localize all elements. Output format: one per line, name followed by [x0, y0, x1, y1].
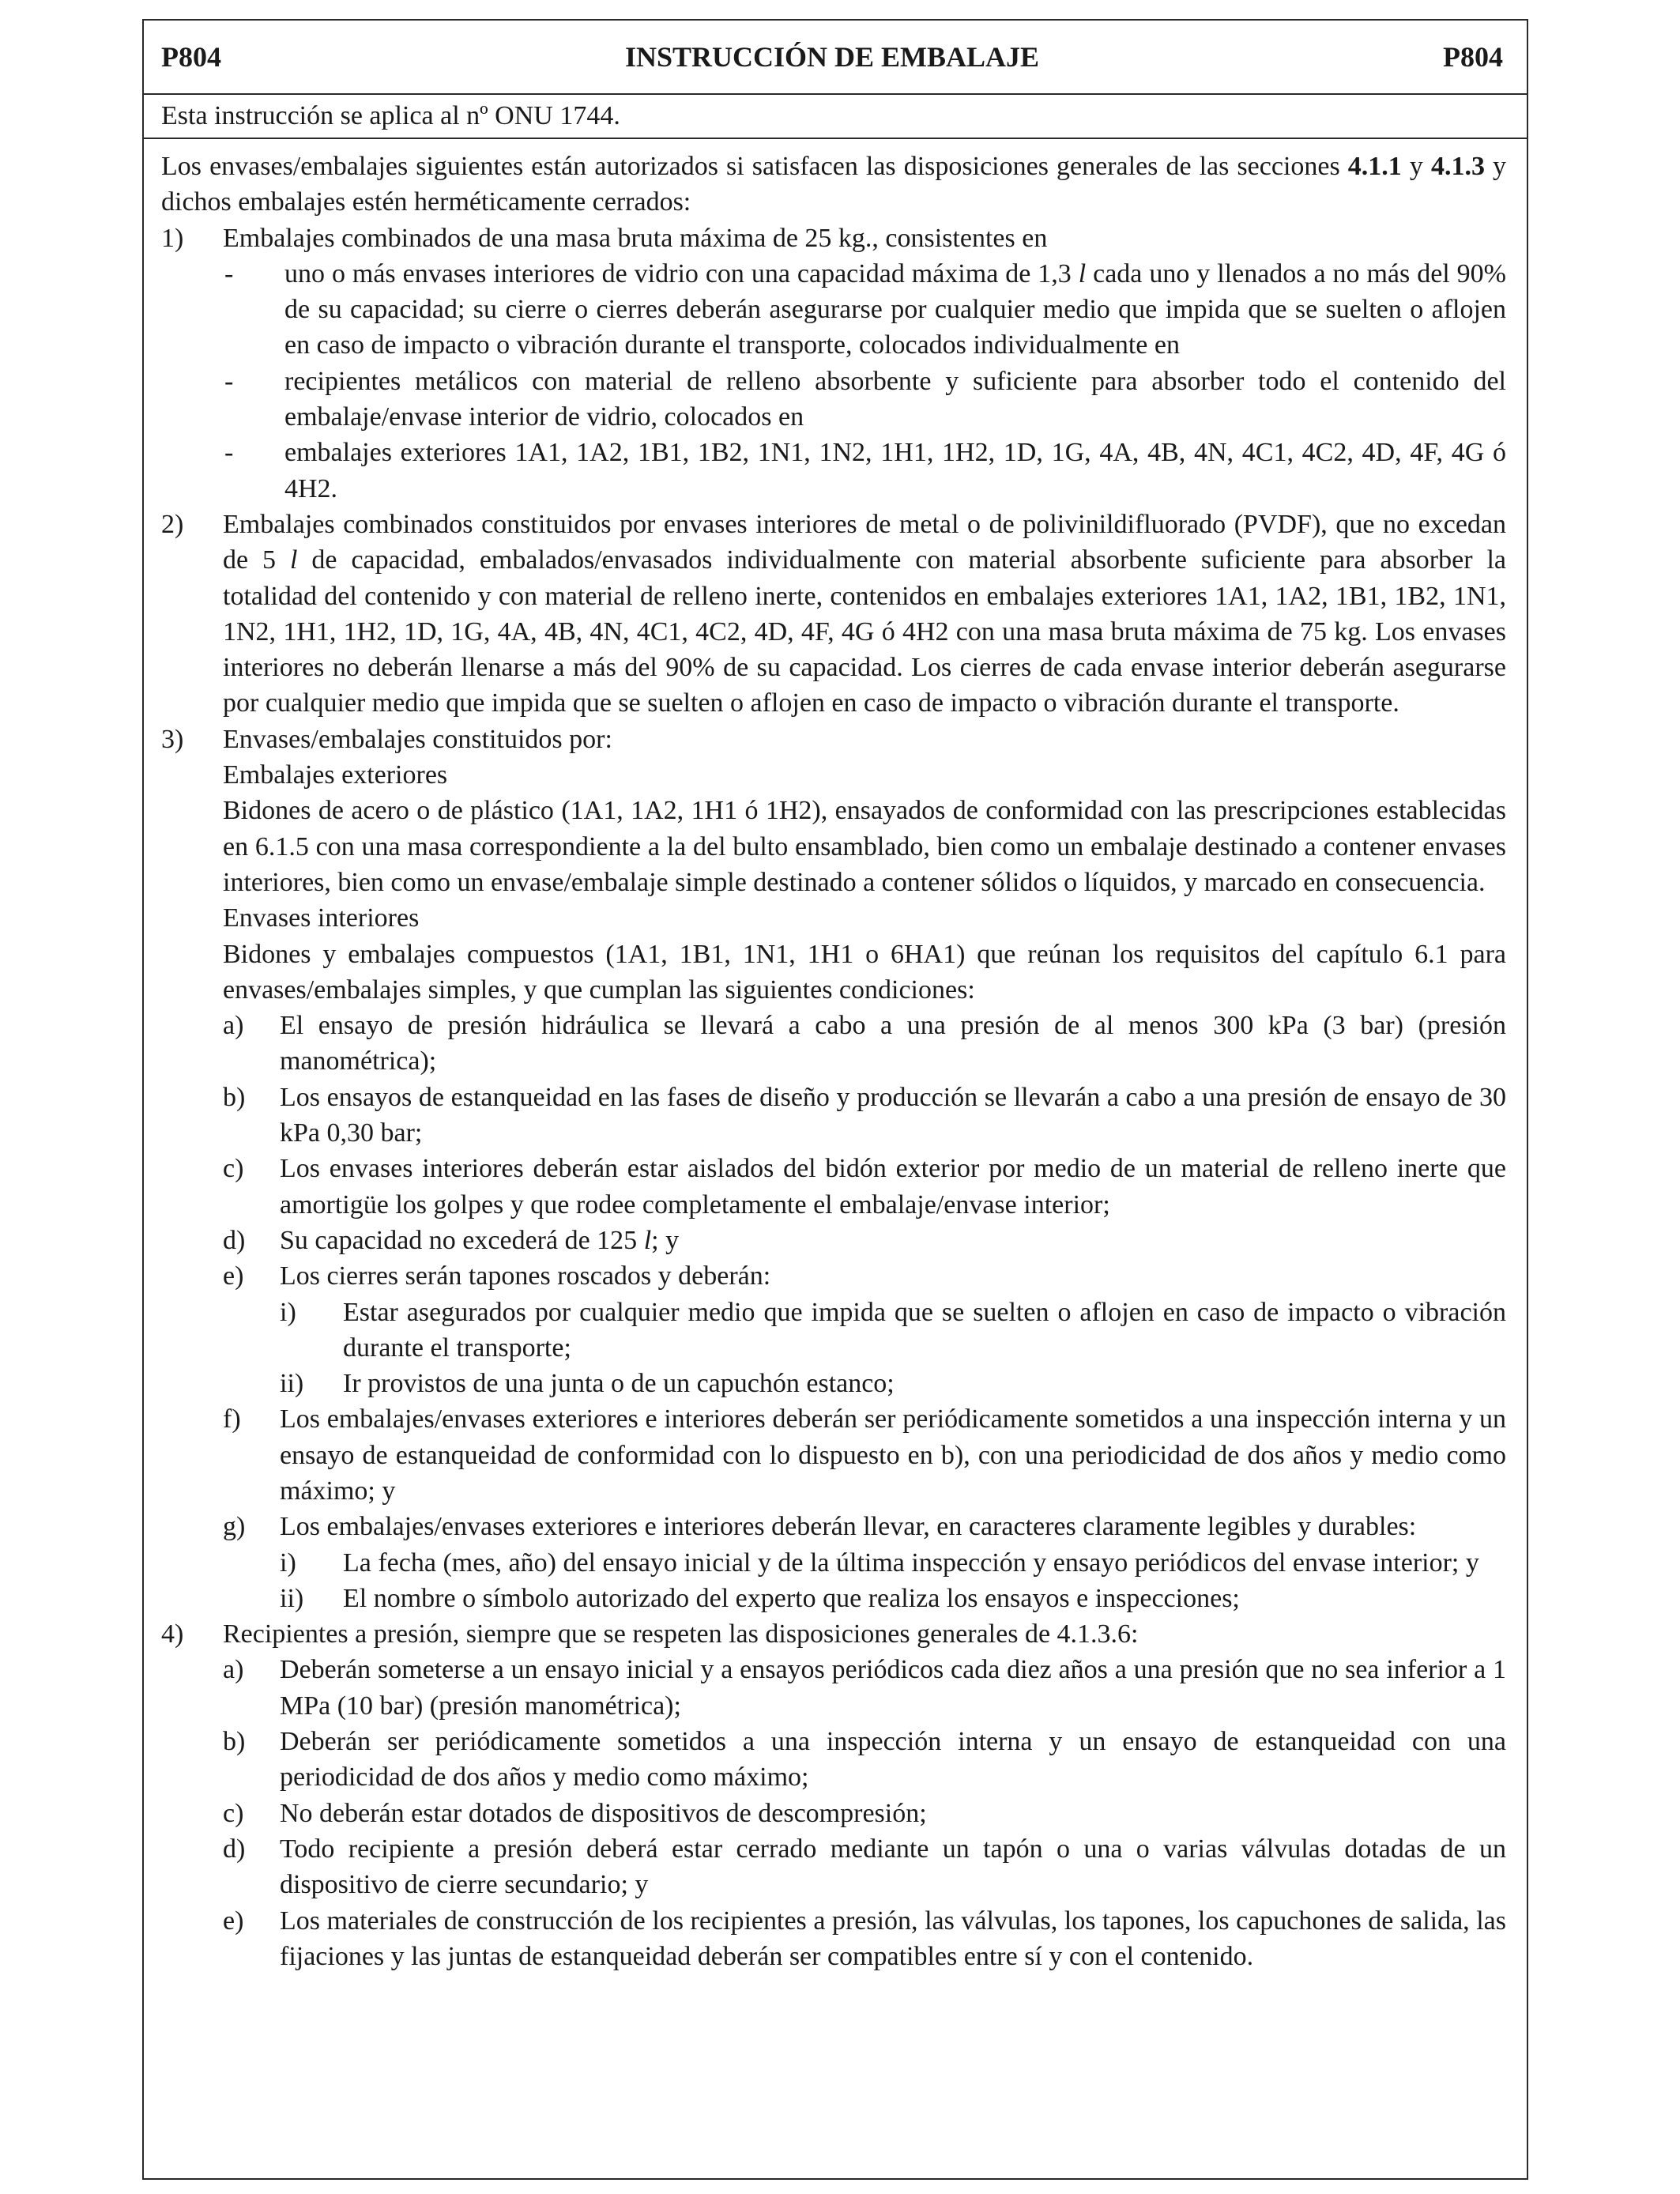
item-1-dash-1: [223, 256, 1506, 364]
sub-sub-item-text: El nombre o símbolo autorizado del experto que realiza los ensayos e inspecciones;: [343, 1583, 1240, 1613]
sub-sub-item-text: Estar asegurados por cualquier medio que impida que se suelten o aflojen en caso de impacto o vibración durante el transporte;: [343, 1297, 1506, 1363]
instruction-body: [144, 139, 1527, 1974]
sub-item-text: El ensayo de presión hidráulica se llevará a cabo a una presión de al menos 300 kPa (3 bar) (presión manométrica);: [280, 1011, 1506, 1076]
item-3-f: [161, 1401, 1506, 1509]
item-text: Recipientes a presión, siempre que se respeten las disposiciones generales de 4.1.3.6:: [223, 1619, 1139, 1649]
item-3-e: [161, 1258, 1506, 1294]
item-number: 4): [161, 1619, 184, 1649]
item-4-d: [161, 1831, 1506, 1903]
section-ref-4-1-1: 4.1.1: [1347, 152, 1402, 181]
sub-item-letter: a): [223, 1011, 244, 1041]
sub-item-text: Todo recipiente a presión deberá estar cerrado mediante un tapón o una o varias válvulas dotadas de un dispositivo de cierre secundario; y: [280, 1834, 1506, 1900]
sub-sub-item-numeral: i): [280, 1297, 296, 1327]
sub-sub-item-numeral: ii): [280, 1369, 304, 1399]
item-4-c: [161, 1796, 1506, 1831]
sub-item-text: Deberán someterse a un ensayo inicial y a ensayos periódicos cada diez años a una presión que no sea inferior a 1 MPa (10 bar) (presión manométrica);: [280, 1655, 1506, 1721]
instruction-code-left: P804: [161, 41, 221, 73]
sub-item-text: Los embalajes/envases exteriores e interiores deberán ser periódicamente sometidos a una inspección interna y un ensayo de estanqueidad de conformidad con lo dispuesto en b), con una periodicidad de dos años y medio como máximo; y: [280, 1404, 1506, 1506]
inner-packagings-heading: Envases interiores: [223, 903, 420, 933]
item-3-e-i: [161, 1295, 1506, 1367]
item-2: [161, 507, 1506, 722]
sub-item-text: Los cierres serán tapones roscados y deberán:: [280, 1261, 771, 1291]
sub-item-letter: e): [223, 1261, 244, 1291]
sub-item-text: Su capacidad no excederá de 125 l; y: [280, 1225, 680, 1255]
sub-item-letter: f): [223, 1404, 241, 1434]
sub-item-letter: d): [223, 1834, 246, 1864]
intro-paragraph: Los envases/embalajes siguientes están autorizados si satisfacen las disposiciones generales de las secciones 4.1.1 y 4.1.3 y dichos embalajes estén herméticamente cerrados:: [161, 152, 1507, 217]
sub-sub-item-numeral: ii): [280, 1583, 304, 1613]
item-1-dash-3: [223, 435, 1506, 507]
unit-litre: l: [290, 545, 298, 575]
table-header: [144, 21, 1527, 95]
item-text: Embalajes combinados constituidos por envases interiores de metal o de polivinildifluorado (PVDF), que no excedan de 5 l de capacidad, embalados/envasados individualmente con material absorbente suficiente para absorber la totalidad del contenido y con material de relleno inerte, contenidos en embalajes exteriores 1A1, 1A2, 1B1, 1B2, 1N1, 1N2, 1H1, 1H2, 1D, 1G, 4A, 4B, 4N, 4C1, 4C2, 4D, 4F, 4G ó 4H2 con una masa bruta máxima de 75 kg. Los envases interiores no deberán llenarse a más del 90% de su capacidad. Los cierres de cada envase interior deberán asegurarse por cualquier medio que impida que se suelten o aflojen en caso de impacto o vibración durante el transporte.: [223, 509, 1507, 718]
item-3-g: [161, 1509, 1506, 1544]
item-4: [161, 1616, 1506, 1652]
item-3-g-i: [161, 1545, 1506, 1581]
dash-bullet: -: [224, 438, 234, 468]
sub-item-letter: c): [223, 1154, 244, 1184]
item-4-e: [161, 1903, 1506, 1975]
item-number: 1): [161, 223, 184, 253]
item-3-a: [161, 1008, 1506, 1080]
sub-item-letter: e): [223, 1906, 244, 1936]
item-text: Embalajes combinados de una masa bruta máxima de 25 kg., consistentes en: [223, 223, 1048, 253]
dash-text: recipientes metálicos con material de relleno absorbente y suficiente para absorber todo el contenido del embalaje/envase interior de vidrio, colocados en: [284, 366, 1506, 432]
sub-item-text: No deberán estar dotados de dispositivos de descompresión;: [280, 1798, 927, 1828]
item-4-b: [161, 1724, 1506, 1796]
item-1: [161, 221, 1506, 256]
sub-item-text: Los embalajes/envases exteriores e interiores deberán llevar, en caracteres claramente legibles y durables:: [280, 1512, 1417, 1542]
sub-item-text: Los materiales de construcción de los recipientes a presión, las válvulas, los tapones, los capuchones de salida, las fijaciones y las juntas de estanqueidad deberán ser compatibles entre sí y con el contenido.: [280, 1906, 1506, 1971]
sub-item-letter: c): [223, 1798, 244, 1828]
sub-sub-item-text: La fecha (mes, año) del ensayo inicial y de la última inspección y ensayo periódicos del envase interior; y: [343, 1547, 1479, 1578]
outer-packagings-heading: Embalajes exteriores: [223, 760, 448, 790]
dash-text: uno o más envases interiores de vidrio con una capacidad máxima de 1,3 l cada uno y llenados a no más del 90% de su capacidad; su cierre o cierres deberán asegurarse por cualquier medio que impida que se suelten o aflojen en caso de impacto o vibración durante el transporte, colocados individualmente en: [284, 258, 1506, 360]
item-3-c: [161, 1151, 1506, 1223]
sub-item-letter: g): [223, 1512, 246, 1542]
item-4-a: [161, 1652, 1506, 1724]
item-number: 3): [161, 724, 184, 754]
sub-item-text: Los ensayos de estanqueidad en las fases de diseño y producción se llevarán a cabo a una presión de ensayo de 30 kPa 0,30 bar;: [280, 1082, 1506, 1148]
outer-packagings-text: Bidones de acero o de plástico (1A1, 1A2, 1H1 ó 1H2), ensayados de conformidad con las prescripciones establecidas en 6.1.5 con una masa correspondiente a la del bulto ensamblado, bien como un embalaje destinado a contener envases interiores, bien como un envase/embalaje simple destinado a contener sólidos o líquidos, y marcado en consecuencia.: [223, 796, 1506, 897]
instruction-code-right: P804: [1442, 41, 1503, 73]
dash-bullet: -: [224, 258, 234, 288]
item-3-e-ii: [161, 1366, 1506, 1401]
sub-item-letter: a): [223, 1655, 244, 1685]
inner-packagings-text: Bidones y embalajes compuestos (1A1, 1B1, 1N1, 1H1 o 6HA1) que reúnan los requisitos del capítulo 6.1 para envases/embalajes simples, y que cumplan las siguientes condiciones:: [223, 939, 1506, 1005]
item-text: Envases/embalajes constituidos por:: [223, 724, 612, 754]
item-3: [161, 722, 1506, 757]
section-ref-4-1-3: 4.1.3: [1430, 152, 1485, 181]
instruction-title: INSTRUCCIÓN DE EMBALAJE: [624, 41, 1040, 73]
applies-to-text: Esta instrucción se aplica al nº ONU 1744.: [161, 101, 620, 130]
sub-sub-item-numeral: i): [280, 1547, 296, 1578]
dash-text: embalajes exteriores 1A1, 1A2, 1B1, 1B2, 1N1, 1N2, 1H1, 1H2, 1D, 1G, 4A, 4B, 4N, 4C1, 4C2, 4D, 4F, 4G ó 4H2.: [284, 438, 1506, 503]
item-3-d: [161, 1223, 1506, 1258]
sub-item-letter: b): [223, 1082, 246, 1112]
unit-litre: l: [1078, 258, 1087, 288]
item-number: 2): [161, 509, 184, 539]
item-3-g-ii: [161, 1581, 1506, 1616]
unit-litre: l: [643, 1225, 652, 1255]
dash-bullet: -: [224, 366, 234, 396]
item-3-b: [161, 1080, 1506, 1152]
sub-item-text: Los envases interiores deberán estar aislados del bidón exterior por medio de un material de relleno inerte que amortigüe los golpes y que rodee completamente el embalaje/envase interior;: [280, 1154, 1506, 1220]
applies-to-row: [144, 95, 1527, 139]
sub-item-letter: b): [223, 1727, 246, 1757]
sub-item-text: Deberán ser periódicamente sometidos a una inspección interna y un ensayo de estanqueidad con una periodicidad de dos años y medio como máximo;: [280, 1727, 1506, 1793]
sub-sub-item-text: Ir provistos de una junta o de un capuchón estanco;: [343, 1369, 895, 1399]
item-1-dash-2: [223, 364, 1506, 435]
packing-instruction-table: [142, 19, 1528, 2180]
sub-item-letter: d): [223, 1225, 246, 1255]
